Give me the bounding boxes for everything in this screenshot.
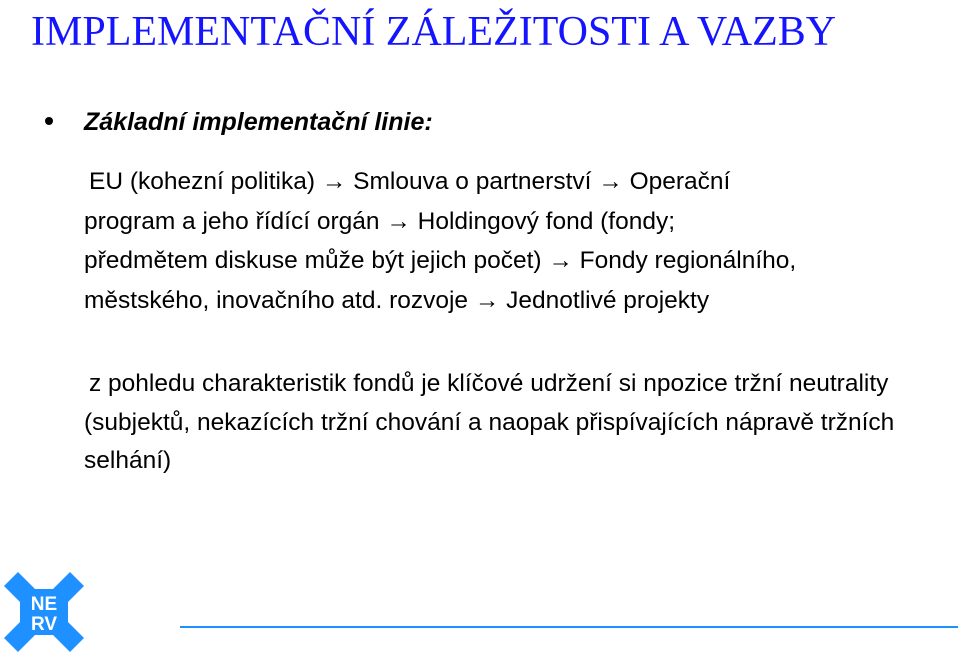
implementation-line-paragraph: [84, 162, 804, 320]
fund-characteristics-paragraph: [84, 365, 904, 481]
nerv-logo: [4, 572, 84, 652]
implementation-line-text: EU (kohezní politika) → Smlouva o partnerství → Operační program a jeho řídící orgán → Holdingový fond (fondy; předmětem diskuse může být jejich počet) → Fondy regionálního, městského, inovačního atd. rozvoje → Jednotlivé projekty: [84, 168, 797, 314]
logo-text-line2: RV: [30, 614, 58, 635]
bullet-dot: [45, 117, 53, 125]
slide-title: IMPLEMENTAČNÍ ZÁLEŽITOSTI A VAZBY: [31, 9, 837, 55]
section-heading: Základní implementační linie:: [84, 108, 433, 136]
fund-characteristics-text: z pohledu charakteristik fondů je klíčové udržení si npozice tržní neutrality (subjektů, nekazících tržní chování a naopak přispívajících nápravě tržních selhání): [84, 370, 895, 474]
footer-divider: [180, 626, 958, 628]
logo-text-line1: NE: [30, 594, 58, 615]
